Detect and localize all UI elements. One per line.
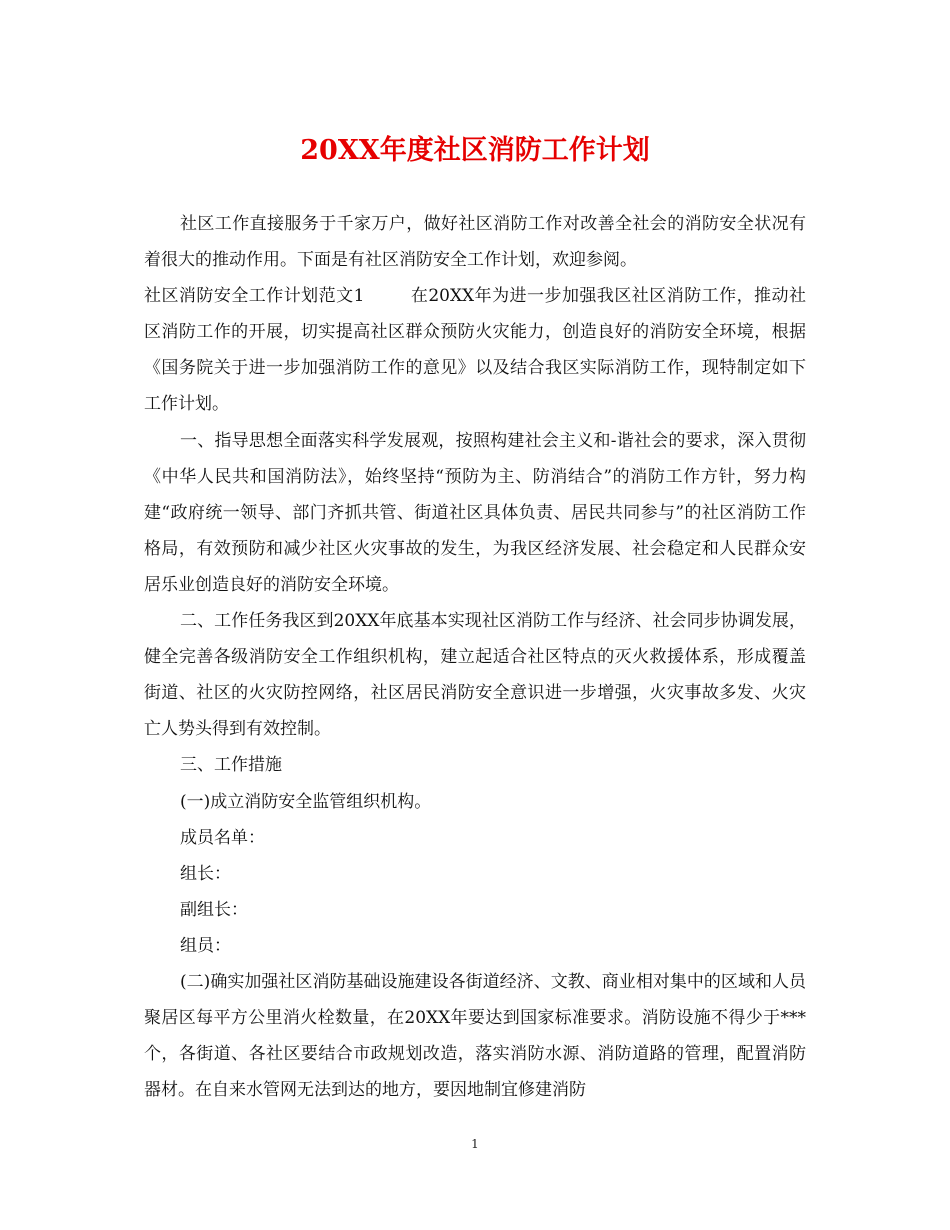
measure-two-paragraph: (二)确实加强社区消防基础设施建设各街道经济、文教、商业相对集中的区域和人员聚居区每平方公里消火栓数量，在20XX年要达到国家标准要求。消防设施不得少于***个，各街道、各社区要结合市政规划改造，落实消防水源、消防道路的管理，配置消防器材。在自来水管网无法到达的地方，要因地制宜修建消防 [144, 971, 806, 1101]
deputy-leader-label: 副组长： [180, 899, 248, 920]
members-label: 成员名单： [180, 827, 265, 848]
document-body [144, 206, 806, 1108]
sample-paragraph [144, 278, 806, 422]
work-measures-heading: 三、工作措施 [180, 755, 282, 776]
leader-label: 组长： [180, 863, 231, 884]
page-number: 1 [471, 1137, 479, 1151]
document-title: 20XX年度社区消防工作计划 [300, 135, 650, 166]
sample-heading: 社区消防安全工作计划范文1 [144, 286, 365, 307]
intro-paragraph: 社区工作直接服务于千家万户，做好社区消防工作对改善全社会的消防安全状况有着很大的推动作用。下面是有社区消防安全工作计划，欢迎参阅。 [144, 214, 806, 271]
sample-intro-text: 在20XX年为进一步加强我区社区消防工作，推动社区消防工作的开展，切实提高社区群众预防火灾能力，创造良好的消防安全环境，根据《国务院关于进一步加强消防工作的意见》以及结合我区实际消防工作，现特制定如下工作计划。 [144, 286, 806, 415]
staff-label: 组员： [180, 935, 231, 956]
measure-one-paragraph: (一)成立消防安全监管组织机构。 [180, 791, 432, 812]
work-tasks-paragraph: 二、工作任务我区到20XX年底基本实现社区消防工作与经济、社会同步协调发展，健全完善各级消防安全工作组织机构，建立起适合社区特点的灭火救援体系，形成覆盖街道、社区的火灾防控网络，社区居民消防安全意识进一步增强，火灾事故多发、火灾亡人势头得到有效控制。 [144, 611, 806, 740]
guiding-principle-paragraph: 一、指导思想全面落实科学发展观，按照构建社会主义和-谐社会的要求，深入贯彻《中华人民共和国消防法》，始终坚持“预防为主、防消结合”的消防工作方针，努力构建“政府统一领导、部门齐抓共管、街道社区具体负责、居民共同参与”的社区消防工作格局，有效预防和减少社区火灾事故的发生，为我区经济发展、社会稳定和人民群众安居乐业创造良好的消防安全环境。 [144, 430, 806, 595]
